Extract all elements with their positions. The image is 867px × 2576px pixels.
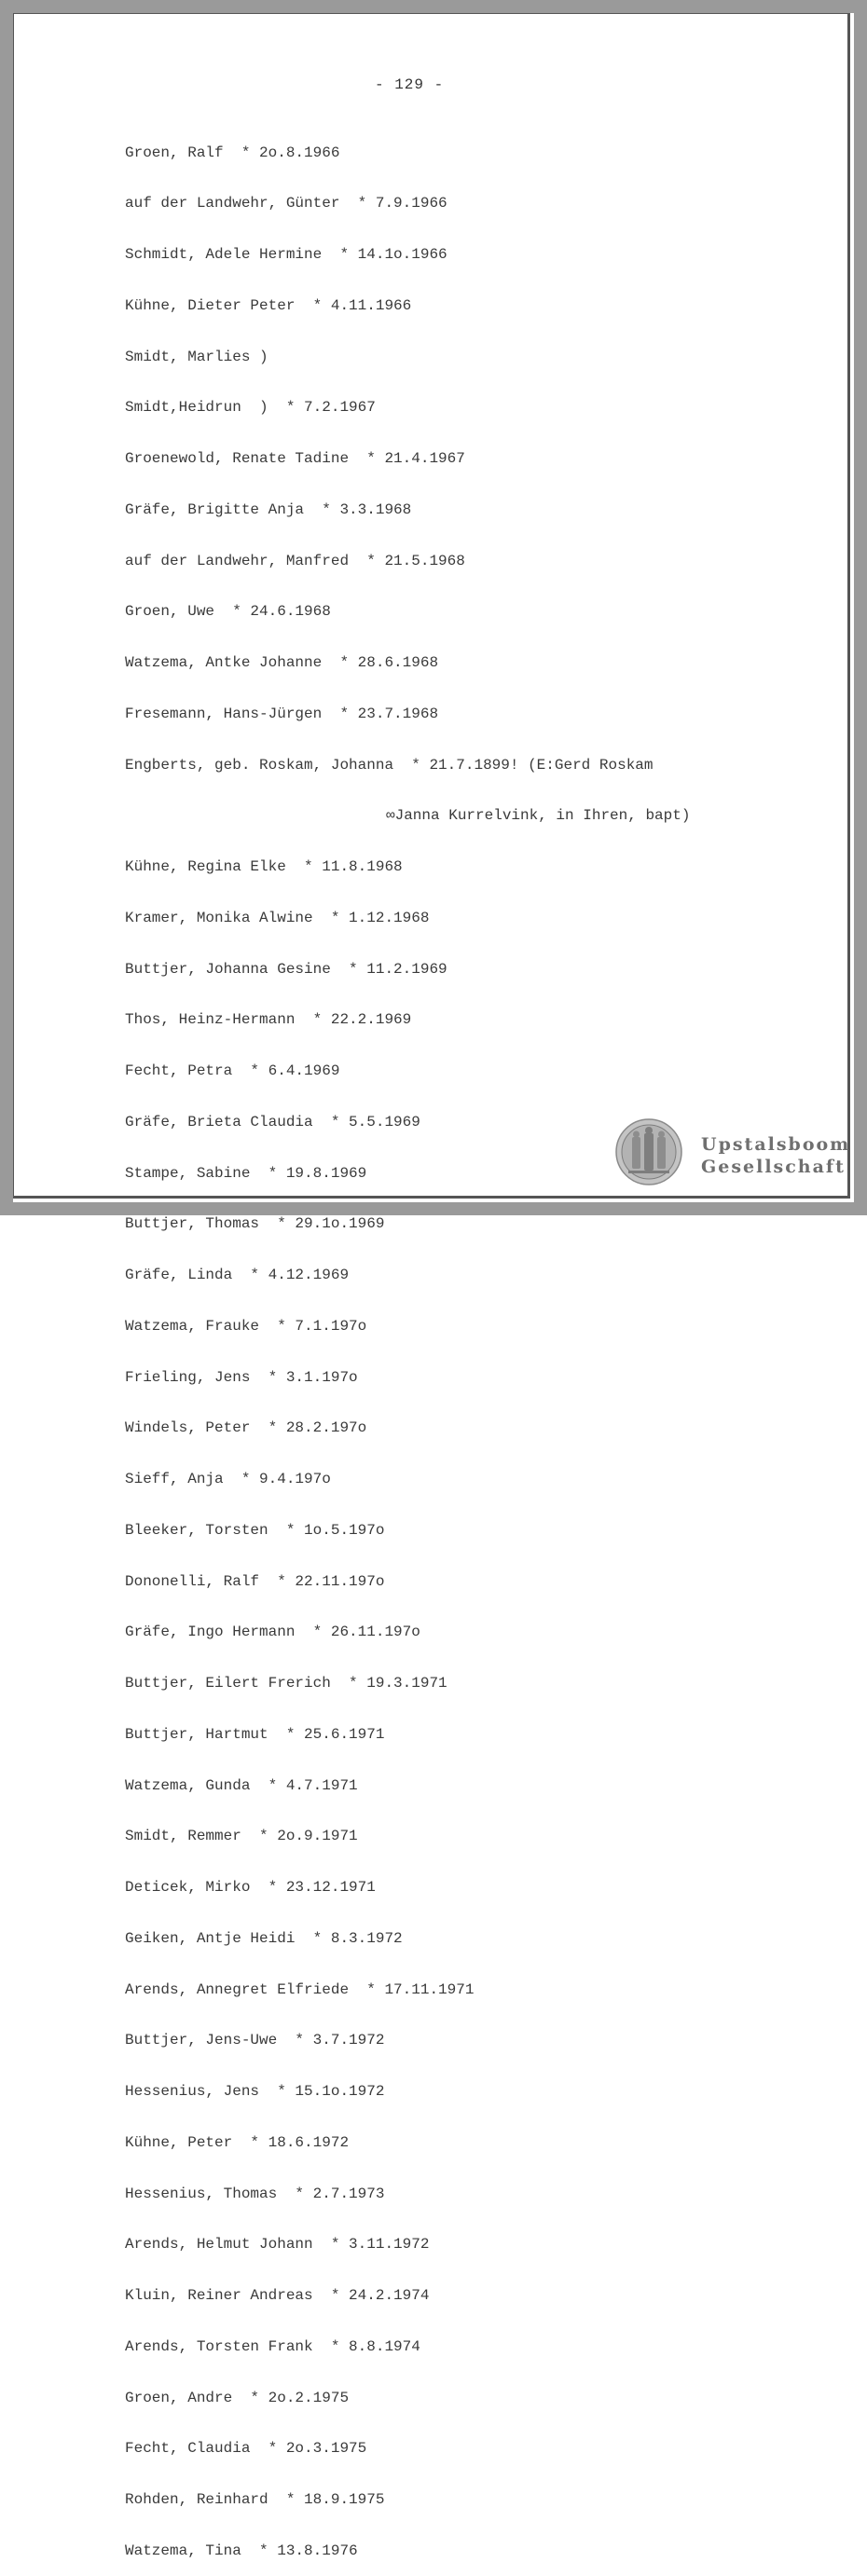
- register-entry: Groenewold, Renate Tadine * 21.4.1967: [125, 450, 465, 467]
- register-entry: Buttjer, Thomas * 29.1o.1969: [125, 1215, 385, 1233]
- register-entry: Hessenius, Jens * 15.1o.1972: [125, 2083, 385, 2100]
- register-entry: Thos, Heinz-Hermann * 22.2.1969: [125, 1011, 412, 1029]
- register-entry: Arends, Helmut Johann * 3.11.1972: [125, 2236, 430, 2254]
- register-entry: auf der Landwehr, Manfred * 21.5.1968: [125, 552, 465, 569]
- register-entry: Buttjer, Johanna Gesine * 11.2.1969: [125, 960, 447, 978]
- register-entry: Groen, Ralf * 2o.8.1966: [125, 144, 340, 161]
- register-entry: Groen, Andre * 2o.2.1975: [125, 2389, 350, 2406]
- register-entry: Kühne, Dieter Peter * 4.11.1966: [125, 296, 412, 314]
- register-entry: Schmidt, Adele Hermine * 14.1o.1966: [125, 246, 447, 263]
- register-entry: Smidt,Heidrun ) * 7.2.1967: [125, 399, 376, 417]
- register-entry: Arends, Annegret Elfriede * 17.11.1971: [125, 1980, 475, 1998]
- register-entry-continuation: ∞Janna Kurrelvink, in Ihren, bapt): [386, 807, 691, 825]
- register-entry: Dononelli, Ralf * 22.11.197o: [125, 1572, 385, 1590]
- register-entry: Gräfe, Linda * 4.12.1969: [125, 1267, 350, 1283]
- register-entry: Kühne, Regina Elke * 11.8.1968: [125, 858, 403, 875]
- register-entry: Groen, Uwe * 24.6.1968: [125, 603, 331, 621]
- register-entry: Watzema, Tina * 13.8.1976: [125, 2542, 358, 2559]
- register-entry: auf der Landwehr, Günter * 7.9.1966: [125, 195, 447, 212]
- register-entry: Windels, Peter * 28.2.197o: [125, 1419, 367, 1437]
- seal-icon: [615, 1118, 682, 1185]
- register-entry: Kühne, Peter * 18.6.1972: [125, 2133, 350, 2151]
- register-entry: Buttjer, Jens-Uwe * 3.7.1972: [125, 2032, 385, 2049]
- register-entry: Frieling, Jens * 3.1.197o: [125, 1368, 358, 1386]
- register-entry: Smidt, Marlies ): [125, 348, 268, 365]
- register-entry: Fecht, Claudia * 2o.3.1975: [125, 2440, 367, 2458]
- register-entry: Engberts, geb. Roskam, Johanna * 21.7.1899! (E:Gerd Roskam: [125, 756, 654, 774]
- brand-line-2: Gesellschaft: [701, 1157, 846, 1177]
- page-number: - 129 -: [375, 76, 445, 93]
- register-entry: Watzema, Gunda * 4.7.1971: [125, 1776, 358, 1794]
- register-entry: Hessenius, Thomas * 2.7.1973: [125, 2185, 385, 2202]
- register-entry: Stampe, Sabine * 19.8.1969: [125, 1164, 367, 1182]
- register-entry: Kluin, Reiner Andreas * 24.2.1974: [125, 2287, 430, 2304]
- register-entry: Buttjer, Eilert Frerich * 19.3.1971: [125, 1675, 447, 1692]
- society-logo-text: [701, 1133, 850, 1178]
- register-entry: Geiken, Antje Heidi * 8.3.1972: [125, 1929, 403, 1947]
- register-entry: Deticek, Mirko * 23.12.1971: [125, 1879, 376, 1896]
- register-entry: Gräfe, Brieta Claudia * 5.5.1969: [125, 1113, 420, 1130]
- seal-graphic: [615, 1118, 682, 1185]
- register-entry: Rohden, Reinhard * 18.9.1975: [125, 2491, 385, 2508]
- register-entry: Fecht, Petra * 6.4.1969: [125, 1062, 340, 1079]
- register-entry: Buttjer, Hartmut * 25.6.1971: [125, 1725, 385, 1743]
- register-entry: Watzema, Antke Johanne * 28.6.1968: [125, 654, 439, 671]
- brand-line-1: Upstalsboom: [701, 1134, 851, 1155]
- register-entry: Watzema, Frauke * 7.1.197o: [125, 1317, 367, 1335]
- register-entry: Kramer, Monika Alwine * 1.12.1968: [125, 909, 430, 926]
- baptism-register-list: [125, 110, 796, 2576]
- register-entry: Sieff, Anja * 9.4.197o: [125, 1471, 331, 1487]
- register-entry: Gräfe, Ingo Hermann * 26.11.197o: [125, 1624, 420, 1641]
- register-entry: Bleeker, Torsten * 1o.5.197o: [125, 1521, 385, 1539]
- register-entry: Smidt, Remmer * 2o.9.1971: [125, 1828, 358, 1845]
- register-entry: Fresemann, Hans-Jürgen * 23.7.1968: [125, 705, 439, 722]
- register-entry: Arends, Torsten Frank * 8.8.1974: [125, 2337, 420, 2355]
- register-entry: Gräfe, Brigitte Anja * 3.3.1968: [125, 500, 412, 518]
